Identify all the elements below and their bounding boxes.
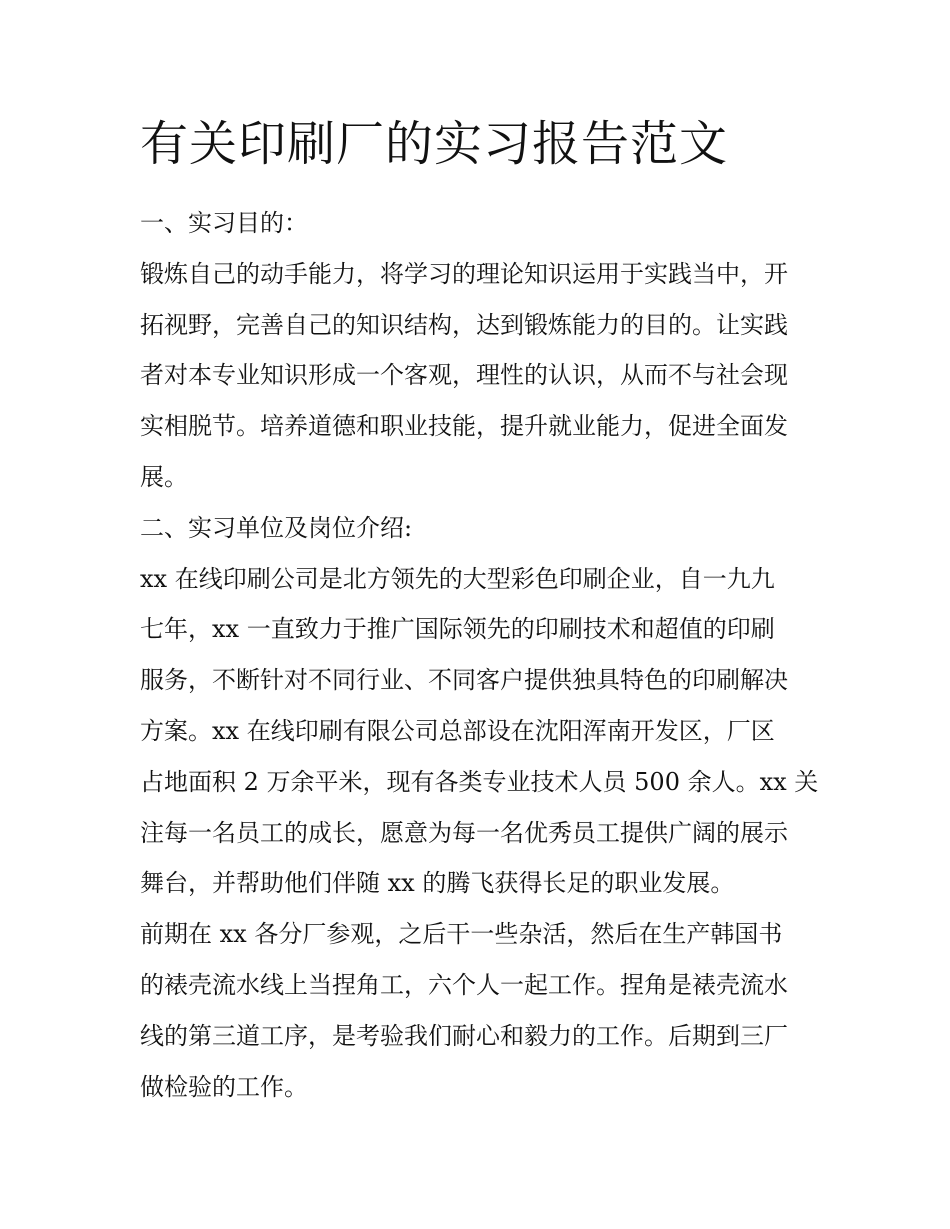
paragraph-line: 者对本专业知识形成一个客观，理性的认识，从而不与社会现 [140,361,788,390]
paragraph-line: 占地面积 2 万余平米，现有各类专业技术人员 500 余人。xx 关 [140,767,819,796]
paragraph-line: 做检验的工作。 [140,1072,308,1101]
paragraph-line: 线的第三道工序，是考验我们耐心和毅力的工作。后期到三厂 [140,1021,788,1050]
paragraph-line: xx 在线印刷公司是北方领先的大型彩色印刷企业，自一九九 [140,564,775,593]
document-title: 有关印刷厂的实习报告范文 [140,116,729,172]
paragraph-line: 实相脱节。培养道德和职业技能，提升就业能力，促进全面发 [140,412,788,441]
paragraph-line: 前期在 xx 各分厂参观，之后干一些杂活，然后在生产韩国书 [140,920,783,949]
paragraph-line: 展。 [140,462,188,491]
paragraph-line: 舞台，并帮助他们伴随 xx 的腾飞获得长足的职业发展。 [140,869,735,898]
paragraph-line: 方案。xx 在线印刷有限公司总部设在沈阳浑南开发区，厂区 [140,716,775,745]
paragraph-line: 七年，xx 一直致力于推广国际领先的印刷技术和超值的印刷 [140,615,775,644]
paragraph-line: 注每一名员工的成长，愿意为每一名优秀员工提供广阔的展示 [140,818,788,847]
section-heading: 二、实习单位及岗位介绍: [140,513,413,542]
section-heading: 一、实习目的： [140,209,308,237]
document-body [140,198,820,1112]
paragraph-line: 的裱壳流水线上当捏角工，六个人一起工作。捏角是裱壳流水 [140,970,788,999]
paragraph-line: 拓视野，完善自己的知识结构，达到锻炼能力的目的。让实践 [140,310,788,339]
paragraph-line: 锻炼自己的动手能力，将学习的理论知识运用于实践当中，开 [140,259,788,288]
paragraph-line: 服务，不断针对不同行业、不同客户提供独具特色的印刷解决 [140,666,788,695]
